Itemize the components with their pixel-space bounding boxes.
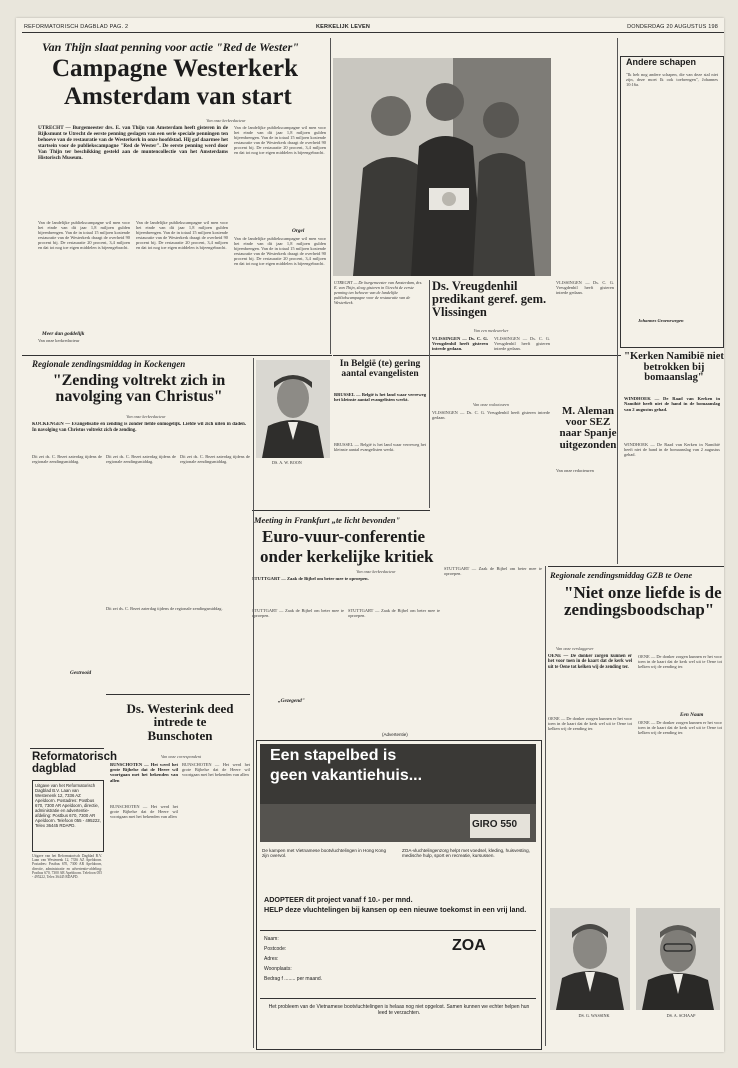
vlissingen-headline: Ds. Vreugdenhil predikant geref. gem. Vlissingen (432, 279, 547, 319)
colophon-body: Uitgave van het Reformatorisch Dagblad B.V. Laan van Westenenk 12, 7336 AZ Apeldoorn. Postadres: Postbus 670, 7300 AR Apeldoorn, directie, administratie en advertentie-afdeling: Postbus 670, 7300 AR Apeldoorn. Telefoon 055 - 495222, Telex 36445 RDAPD. (35, 783, 101, 828)
ad-label: (Advertentie) (382, 732, 408, 737)
frankfurt-body-1: STUTTGART — Zaak de Bijbel om beter mee te oproepen. (252, 608, 344, 619)
boon-photo (256, 360, 330, 458)
vlissingen-byline: Van een medewerker (473, 328, 509, 333)
main-lead: UTRECHT — Burgemeester drs. E. van Thijn van Amsterdam heeft gisteren in de Rijksmunt te Utrecht de eerste penning geslagen van een serie speciale penningen ten behoeve van de restauratie van de Westerkerk in onze hoofdstad. Hij gaf daarmee het startsein voor de publiekscampagne "Red de Wester". De eerste penning werd door Van Thijn ter beschikking gesteld aan de muntencollectie van het Amsterdams Historisch Museum. (38, 125, 228, 161)
van-thijn-photo (333, 58, 551, 276)
aleman-body-left: VLISSINGEN — Ds. C. G. Vreugdenhil heeft gisteren intrede gedaan. (432, 410, 550, 421)
zending-kicker: Regionale zendingsmiddag in Kockengen (32, 359, 186, 369)
schaap-portrait (636, 908, 720, 1010)
vlissingen-body-2: VLISSINGEN — Ds. C. G. Vreugdenhil heeft gisteren intrede gedaan. (556, 280, 614, 296)
zending-byline: Van onze kerkredacteur (126, 414, 166, 419)
ad-call-2: HELP deze vluchtelingen bij kansen op een nieuwe toekomst in een vrij land. (264, 905, 527, 914)
gzb-body-2: OENE — De donker zorgen kunnen er het voor toen in de kaart dat de kerk wel uit te Oene tot kelken wij de zending ter. (638, 654, 722, 670)
frankfurt-body-3: STUTTGART — Zaak de Bijbel om beter mee te oproepen. (444, 566, 542, 577)
header-section: KERKELIJK LEVEN (316, 24, 371, 30)
westerink-headline: Ds. Westerink deed intrede te Bunschoten (126, 701, 234, 743)
main-body-col3: Van de landelijke publiekscampagne wil men voor het einde van dit jaar 1,8 miljoen gulden bijeenbrengen. Van de in totaal 15 miljoen kostende restauratie van de Westerkerk draagt de overheid 90 procent bij. De restauratie 20 procent, 3,4 miljoen en dat tot nog toe eigen middelen is bijeengebracht. (234, 125, 326, 156)
andere-title: Andere schapen (626, 57, 697, 67)
andere-author: Johannes Groenewegen (638, 318, 684, 323)
frankfurt-lead: STUTTGART — Zaak de Bijbel om beter mee te oproepen. (252, 576, 369, 581)
ad-body-right: ZOA-vluchtelingenzorg helpt met voedsel, kleding, huisvesting, medische hulp, sport en recreatie, kursussen. (402, 848, 530, 859)
zending-body-col2: Dit zei ds. C. Bezet zaterdag tijdens de regionale zendingsmiddag. (106, 454, 176, 465)
main-byline: Van onze kerkredacteur (206, 118, 246, 123)
main-headline-2: Amsterdam van start (64, 83, 292, 110)
col-rule-4 (545, 566, 546, 1046)
ad-headline-1: Een stapelbed is (270, 747, 397, 764)
belgie-lead: BRUSSEL — België is het land waar verreweg het kleinste aantal evangelisten werkt. (334, 392, 426, 403)
andere-body: "Ik heb nog andere schapen, die van deze stal niet zijn, deze moet Ik ook toebrengen", Johannes 10:16a. (626, 72, 718, 88)
main-body-col1: Van de landelijke publiekscampagne wil men voor het einde van dit jaar 1,8 miljoen gulden bijeenbrengen. Van de in totaal 15 miljoen kostende restauratie van de Westerkerk draagt de overheid 90 procent bij. De restauratie 20 procent, 3,4 miljoen en dat tot nog toe eigen middelen is bijeengebracht. (38, 220, 130, 251)
aleman-body: Van onze redacteuren (556, 468, 594, 473)
header-rule (22, 32, 724, 33)
ad-giro: GIRO 550 (472, 819, 518, 830)
ad-form-adres[interactable]: Adres: (264, 956, 279, 962)
main-kicker: Van Thijn slaat penning voor actie "Red de Wester" (42, 40, 299, 54)
newspaper-page (16, 18, 724, 1052)
zending-body-col1: Dit zei ds. C. Bezet zaterdag tijdens de regionale zendingsmiddag. (32, 454, 102, 465)
gzb-kicker: Regionale zendingsmiddag GZB te Oene (550, 570, 693, 580)
frankfurt-headline-2: onder kerkelijke kritiek (260, 547, 434, 566)
col-rule-2 (617, 38, 618, 564)
gzb-byline: Van onze verslaggever (556, 646, 594, 651)
main-body-col3b: Van de landelijke publiekscampagne wil men voor het einde van dit jaar 1,8 miljoen gulden bijeenbrengen. Van de in totaal 15 miljoen kostende restauratie van de Westerkerk draagt de overheid 90 procent bij. De restauratie 20 procent, 3,4 miljoen en dat tot nog toe eigen middelen is bijeengebracht. (234, 236, 326, 267)
frankfurt-headline-1: Euro-vuur-conferentie (262, 527, 426, 546)
wassink-photo (550, 908, 630, 1010)
westerink-byline: Van onze correspondent (160, 754, 202, 759)
main-photo-caption: UTRECHT — De burgemeester van Amsterdam, drs. E. van Thijn, sloeg gisteren in Utrecht de eerste penning ten behoeve van de landelijke publiekscampagne voor de restauratie van de Westerkerk. (334, 280, 423, 305)
wassink-portrait (550, 908, 630, 1010)
zending-body-col3: Dit zei ds. C. Bezet zaterdag tijdens de regionale zendingsmiddag. (180, 454, 250, 465)
header-left: REFORMATORISCH DAGBLAD PAG. 2 (24, 24, 129, 30)
frankfurt-byline: Van onze kerkredacteur (356, 569, 396, 574)
boon-portrait (256, 360, 330, 458)
aleman-byline: Van onze redacteuren (473, 402, 509, 407)
ad-form-bedrag[interactable]: Bedrag f ........ per maand. (264, 976, 323, 982)
aleman-headline: M. Aleman voor SEZ naar Spanje uitgezonden (559, 405, 617, 451)
zending-headline: "Zending voltrekt zich in navolging van Christus" (52, 372, 226, 406)
colophon-title: Reformatorisch dagblad (32, 751, 117, 775)
gzb-body-3: OENE — De donker zorgen kunnen er het voor toen in de kaart dat de kerk wel uit te Oene tot kelken wij de zending ter. (638, 720, 722, 736)
vlissingen-body: VLISSINGEN — Ds. C. G. Vreugdenhil heeft gisteren intrede gedaan. (494, 336, 550, 352)
ad-call-1: ADOPTEER dit project vanaf f 10.- per mnd. (264, 895, 413, 904)
colophon-rule (30, 748, 104, 749)
section-rule-2 (333, 355, 621, 356)
ad-body-left: De kampen met Vietnamese bootvluchtelingen in Hong Kong zijn overvol. (262, 848, 387, 859)
header-date: DONDERDAG 20 AUGUSTUS 198 (627, 24, 718, 30)
gzb-subhead: Een Naam (680, 712, 704, 718)
zending-subhead: Gestrooid (70, 670, 92, 676)
zending-body-col4: Dit zei ds. C. Bezet zaterdag tijdens de regionale zendingsmiddag. (106, 606, 223, 611)
kerken-lead: WINDHOEK — De Raad van Kerken in Namibië heeft niet de hand in de bomaanslag van 2 augustus gehad. (624, 396, 720, 412)
vlissingen-lead: VLISSINGEN — Ds. C. G. Vreugdenhil heeft gisteren intrede gedaan. (432, 336, 488, 352)
schaap-photo (636, 908, 720, 1010)
gzb-rule (548, 566, 724, 567)
col-rule-1 (330, 38, 331, 354)
kerken-body: WINDHOEK — De Raad van Kerken in Namibië heeft niet de hand in de bomaanslag van 2 augustus gehad. (624, 442, 720, 458)
ad-zoa-logo: ZOA (452, 937, 486, 954)
ad-footer: Het probleem van de Vietnamese bootvluchtelingen is helaas nog niet opgelost. Samen kunnen we echter helpen hun leed te verzachten. (268, 1004, 530, 1016)
ad-form-naam[interactable]: Naam: (264, 936, 279, 942)
ad-form-postcode[interactable]: Postcode: (264, 946, 287, 952)
kerken-headline: "Kerken Namibië niet betrokken bij bomaanslag" (624, 351, 724, 384)
ad-headline-2: geen vakantiehuis... (270, 767, 423, 784)
boon-caption: DS. A. W. BOON (272, 460, 302, 465)
ad-rule (260, 930, 536, 931)
belgie-headline: In België (te) gering aantal evangelisten (339, 359, 421, 379)
zending-lead: KOCKENGEN — Evangelisatie en zending is zonder liefde onmogelijk. Liefde wil zich uiten in daden. In navolging van Christus voltrekt zich de zending. (32, 422, 246, 433)
frankfurt-subhead: „Gezegend" (278, 698, 305, 704)
wassink-caption: DS. G. WASSINK (578, 1013, 610, 1018)
main-subhead-1: Meer dan goddelijk (42, 331, 85, 337)
frankfurt-kicker: Meeting in Frankfurt „te licht bevonden" (254, 515, 401, 525)
main-body-col1b: Van onze kerkredacteur (38, 338, 80, 343)
westerink-rule (106, 694, 250, 695)
westerink-body-1: BUNSCHOTEN — Het werd het grote Bijbelse dat de Heere wil voortgaan met het bekenden van allen (110, 804, 178, 820)
gzb-body-1: OENE — De donker zorgen kunnen er het voor toen in de kaart dat de kerk wel uit te Oene tot kelken wij de zending ter. (548, 716, 632, 732)
col-rule-5 (429, 280, 430, 508)
colophon-small: Uitgave van het Reformatorisch Dagblad B.V. Laan van Westenenk 12, 7336 AZ Apeldoorn. Postadres: Postbus 670, 7300 AR Apeldoorn, directie, administratie en advertentie-afdeling: Postbus 670, 7300 AR Apeldoorn. Telefoon 055 - 495222, Telex 36445 RDAPD. (32, 854, 102, 880)
main-headline-1: Campagne Westerkerk (52, 55, 299, 82)
ad-form-plaats[interactable]: Woonplaats: (264, 966, 292, 972)
col-rule-3 (253, 358, 254, 1048)
gzb-lead: OENE — De donker zorgen kunnen er het voor toen in de kaart dat de kerk wel uit te Oene tot kelken wij de zending ter. (548, 654, 632, 670)
van-thijn-photo-drawing (333, 58, 551, 276)
schaap-caption: DS. A. SCHAAP (666, 1013, 696, 1018)
westerink-body-2: BUNSCHOTEN — Het werd het grote Bijbelse dat de Heere wil voortgaan met het bekenden van allen (182, 762, 250, 778)
belgie-body: BRUSSEL — België is het land waar verreweg het kleinste aantal evangelisten werkt. (334, 442, 426, 453)
section-rule-1 (22, 355, 332, 356)
gzb-headline: "Niet onze liefde is de zendingsboodschap" (564, 583, 722, 620)
main-subhead-2: Orgel (292, 228, 305, 234)
westerink-lead: BUNSCHOTEN — Het werd het grote Bijbelse dat de Heere wil voortgaan met het bekenden van allen (110, 762, 178, 783)
frankfurt-body-2: STUTTGART — Zaak de Bijbel om beter mee te oproepen. (348, 608, 440, 619)
main-body-col2: Van de landelijke publiekscampagne wil men voor het einde van dit jaar 1,8 miljoen gulden bijeenbrengen. Van de in totaal 15 miljoen kostende restauratie van de Westerkerk draagt de overheid 90 procent bij. De restauratie 20 procent, 3,4 miljoen en dat tot nog toe eigen middelen is bijeengebracht. (136, 220, 228, 251)
frankfurt-rule (252, 510, 430, 511)
